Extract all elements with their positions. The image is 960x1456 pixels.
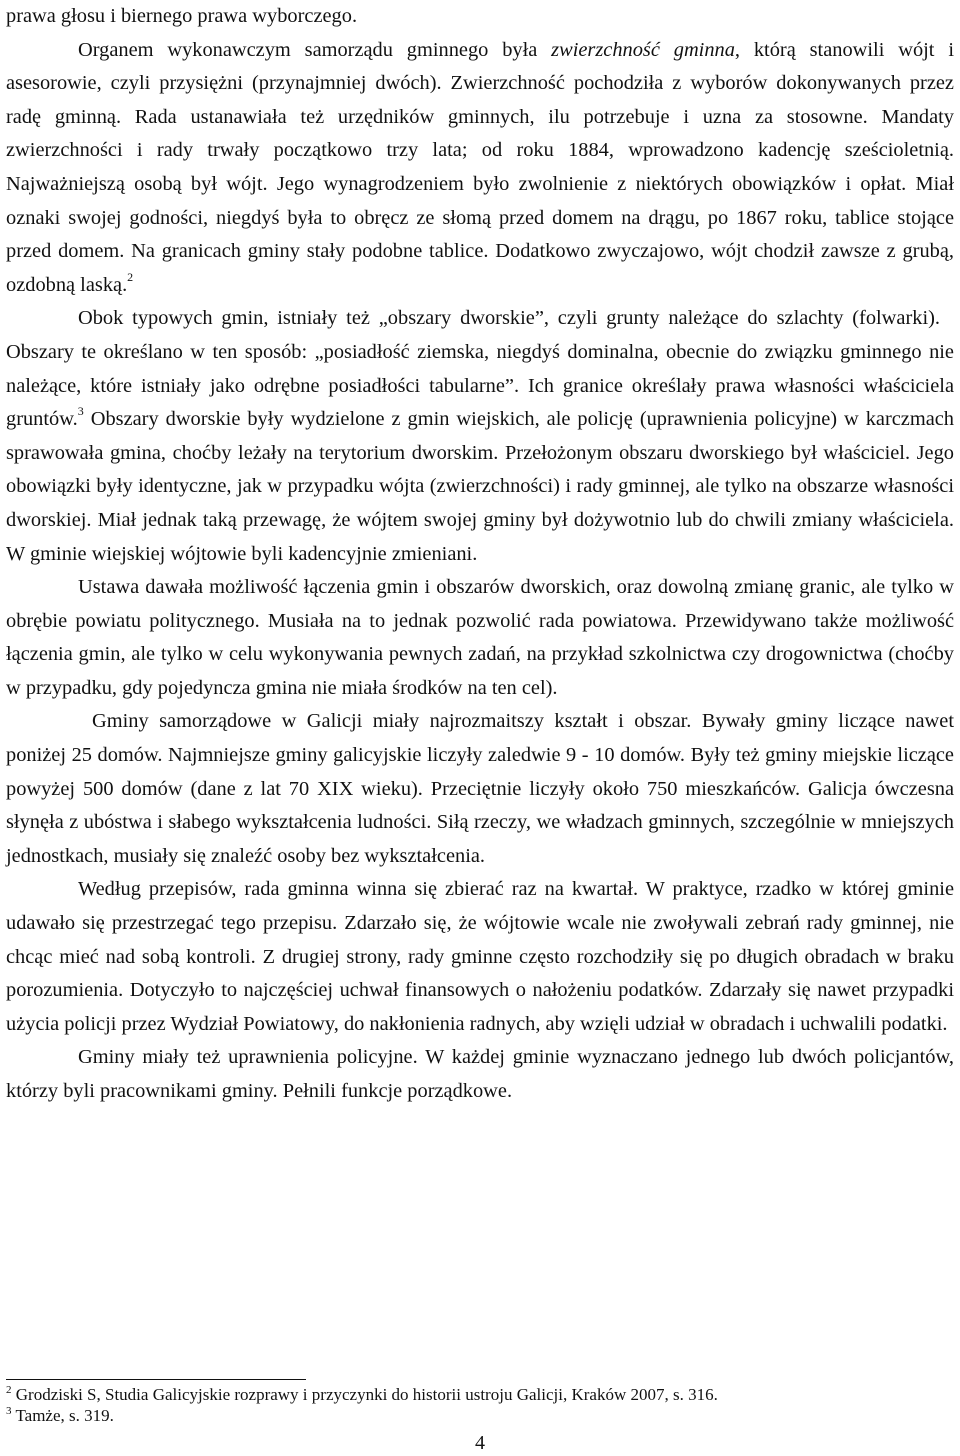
paragraph-text: Obszary dworskie były wydzielone z gmin wiejskich, ale policję (uprawnienia policyjne) w karczmach sprawowała gmina, choćby leżały na terytorium dworskim. Przełożonym obszaru dworskiego był właściciel. Jego obowiązki były identyczne, jak w przypadku wójta (zwierzchności) i rady gminnej, ale tylko na obszarze własności dworskiej. Miał jednak taką przewagę, że wójtem swojej gminy był dożywotnio lub do chwili zmiany właściciela. W gminie wiejskiej wójtowie byli kadencyjnie zmieniani.	[6, 408, 954, 565]
paragraph-text: Organem wykonawczym samorządu gminnego była	[78, 38, 552, 61]
footnote-reference: 2	[127, 269, 134, 284]
footnotes	[6, 1384, 954, 1426]
paragraph-council-meetings	[6, 873, 954, 1041]
paragraph-municipality-size	[6, 705, 954, 873]
paragraph-text: prawa głosu i biernego prawa wyborczego.	[6, 5, 358, 27]
paragraph-police-powers	[6, 1041, 954, 1108]
footnote-separator	[6, 1379, 306, 1380]
page-number: 4	[475, 1432, 485, 1454]
paragraph-text: Gminy samorządowe w Galicji miały najrozmaitszy kształt i obszar. Bywały gminy liczące nawet poniżej 25 domów. Najmniejsze gminy galicyjskie liczyły zaledwie 9 - 10 domów. Były też gminy miejskie liczące powyżej 500 domów (dane z lat 70 XIX wieku). Przeciętnie liczyły około 750 mieszkańców. Galicja ówczesna słynęła z ubóstwa i słabego wykształcenia ludności. Siłą rzeczy, we władzach gminnych, szczególnie w mniejszych jednostkach, musiały się znaleźć osoby bez wykształcenia.	[6, 710, 954, 867]
paragraph-manor-areas	[6, 302, 954, 571]
paragraph-text: Ustawa dawała możliwość łączenia gmin i obszarów dworskich, oraz dowolną zmianę granic, ale tylko w obrębie powiatu politycznego. Musiała na to jednak pozwolić rada powiatowa. Przewidywano także możliwość łączenia gmin, ale tylko w celu wykonywania pewnych zadań, na przykład szkolnictwa czy drogownictwa (choćby w przypadku, gdy pojedyncza gmina nie miała środków na ten cel).	[6, 576, 954, 699]
paragraph-text: , którą stanowili wójt i asesorowie, czyli przysiężni (przynajmniej dwóch). Zwierzchność pochodziła z wyborów dokonywanych przez radę gminną. Rada ustanawiała też urzędników gminnych, ilu potrzebuje i uzna za stosowne. Mandaty zwierzchności i rady trwały początkowo trzy lata; od roku 1884, wprowadzono kadencję sześcioletnią. Najważniejszą osobą był wójt. Jego wynagrodzeniem było zwolnienie z niektórych obowiązków i opłat. Miał oznaki swojej godności, niegdyś była to obręcz ze słomą przed domem na drągu, po 1867 roku, tablice stojące przed domem. Na granicach gminy stały podobne tablice. Dodatkowo zwyczajowo, wójt chodził zawsze z grubą, ozdobną laską.	[6, 38, 954, 296]
document-page	[6, 0, 954, 1109]
paragraph-text: Obszary te określano w ten sposób: „posiadłość ziemska, niegdyś dominalna, obecnie do związku gminnego nie należące, które istniały jako odrębne posiadłości tabularne”. Ich granice określały prawa własności właściciela gruntów.	[6, 340, 954, 431]
footnote-number: 2	[6, 1384, 12, 1396]
footnote-item	[6, 1384, 954, 1405]
paragraph-executive-body	[6, 34, 954, 303]
footnote-item	[6, 1405, 954, 1426]
footnote-number: 3	[6, 1405, 12, 1417]
footnote-reference: 3	[77, 404, 84, 419]
footnote-text: Tamże, s. 319.	[15, 1406, 114, 1425]
paragraph-text: Według przepisów, rada gminna winna się zbierać raz na kwartał. W praktyce, rzadko w której gminie udawało się przestrzegać tego przepisu. Zdarzało się, że wójtowie wcale nie zwoływali zebrań rady gminnej, nie chcąc mieć nad sobą kontroli. Z drugiej strony, rady gminne często rozchodziły się po długich obradach w braku porozumienia. Dotyczyło to najczęściej uchwał finansowych o nałożeniu podatków. Zdarzały się nawet przypadki użycia policji przez Wydział Powiatowy, do nakłonienia radnych, aby wzięli udział w obradach i uchwalili podatki.	[6, 878, 954, 1035]
paragraph-text: Gminy miały też uprawnienia policyjne. W każdej gminie wyznaczano jednego lub dwóch policjantów, którzy byli pracownikami gminy. Pełnili funkcje porządkowe.	[6, 1046, 954, 1102]
italic-term: zwierzchność gminna	[551, 38, 735, 61]
paragraph-merging	[6, 571, 954, 705]
paragraph-continuation	[6, 0, 954, 34]
footnote-text: Grodziski S, Studia Galicyjskie rozprawy i przyczynki do historii ustroju Galicji, Kraków 2007, s. 316.	[15, 1385, 718, 1404]
paragraph-text: Obok typowych gmin, istniały też „obszary dworskie”, czyli grunty należące do szlachty (folwarki).	[78, 307, 940, 330]
